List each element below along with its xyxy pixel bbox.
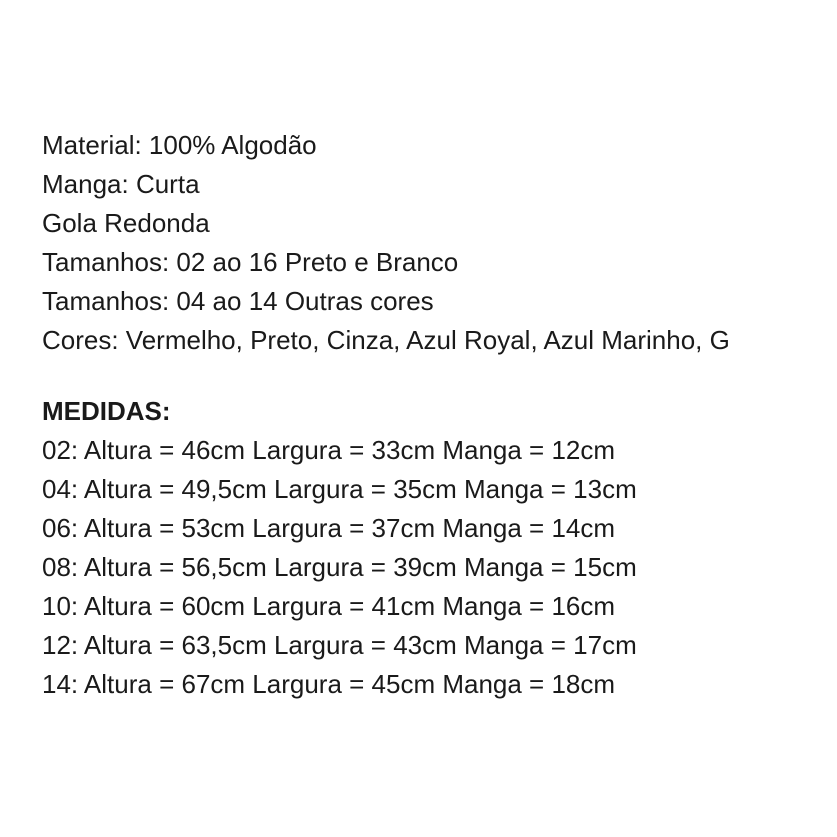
spec-collar: Gola Redonda bbox=[42, 208, 210, 238]
measure-row: 12: Altura = 63,5cm Largura = 43cm Manga = 17cm bbox=[42, 630, 637, 660]
measure-row: 06: Altura = 53cm Largura = 37cm Manga = 14cm bbox=[42, 513, 616, 543]
measure-row: 04: Altura = 49,5cm Largura = 35cm Manga = 13cm bbox=[42, 474, 637, 504]
product-description bbox=[42, 126, 837, 704]
spec-sizes-other-colors: Tamanhos: 04 ao 14 Outras cores bbox=[42, 286, 434, 316]
spec-colors: Cores: Vermelho, Preto, Cinza, Azul Royal, Azul Marinho, G bbox=[42, 325, 730, 355]
measure-row: 08: Altura = 56,5cm Largura = 39cm Manga = 15cm bbox=[42, 552, 637, 582]
measures-list bbox=[42, 431, 837, 704]
spec-sizes-black-white: Tamanhos: 02 ao 16 Preto e Branco bbox=[42, 247, 459, 277]
measure-row: 14: Altura = 67cm Largura = 45cm Manga = 18cm bbox=[42, 669, 616, 699]
spec-material: Material: 100% Algodão bbox=[42, 130, 317, 160]
measures-heading: MEDIDAS: bbox=[42, 396, 171, 426]
measure-row: 10: Altura = 60cm Largura = 41cm Manga = 16cm bbox=[42, 591, 616, 621]
section-gap bbox=[42, 360, 837, 392]
measure-row: 02: Altura = 46cm Largura = 33cm Manga = 12cm bbox=[42, 435, 616, 465]
spec-sleeve: Manga: Curta bbox=[42, 169, 200, 199]
